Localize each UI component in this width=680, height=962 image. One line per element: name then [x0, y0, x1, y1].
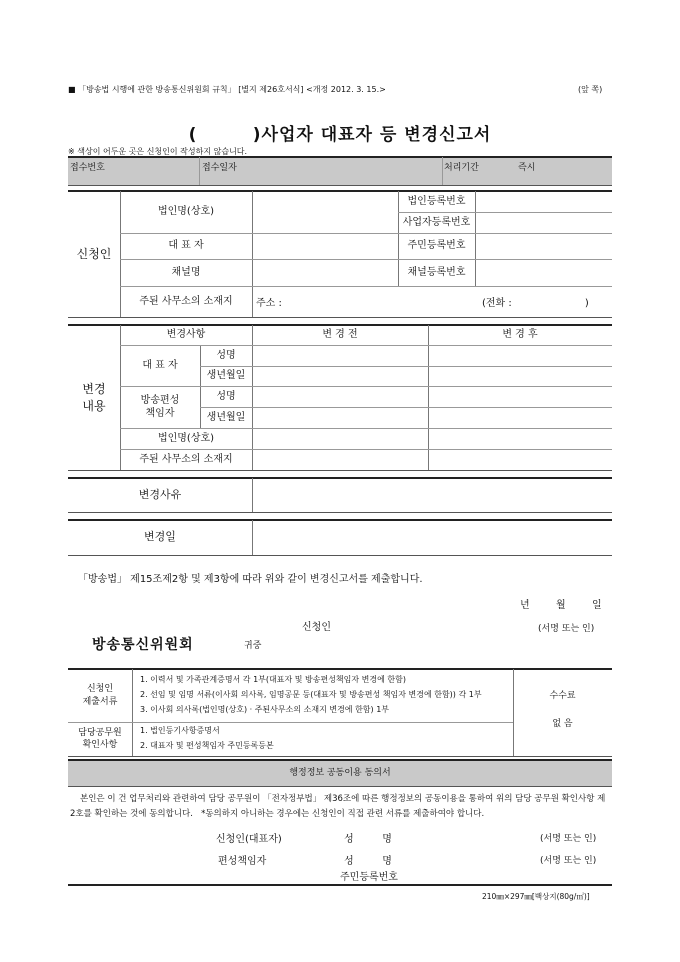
- submit-docs-label: 신청인 제출서류: [82, 684, 118, 707]
- processing-period-value: 즉시: [518, 163, 536, 173]
- submit-doc-item-3: 3. 이사회 의사록(법인명(상호) · 주된사무소의 소재지 변경에 한함) 1부: [140, 705, 390, 714]
- applicant-section-label: 신청인: [76, 246, 112, 261]
- consent-resident-number-label: 주민등록번호: [340, 872, 398, 883]
- fee-value: 없 음: [552, 718, 573, 729]
- change-section-label: 변경 내용: [82, 382, 106, 413]
- before-change-header: 변 경 전: [322, 329, 358, 341]
- biz-reg-number-label: 사업자등록번호: [402, 216, 471, 228]
- change-date-label: 변경일: [144, 530, 176, 544]
- resident-number-input[interactable]: [476, 234, 611, 258]
- officer-check-item-1: 1. 법인등기사항증명서: [140, 726, 220, 735]
- editor-birth-label: 생년월일: [206, 411, 246, 423]
- editor-name-before-input[interactable]: [253, 387, 427, 406]
- office-before-input[interactable]: [253, 450, 427, 469]
- biz-reg-number-input[interactable]: [476, 213, 611, 232]
- officer-check-item-2: 2. 대표자 및 편성책임자 주민등록등본: [140, 741, 274, 750]
- editor-name-label: 성명: [216, 390, 236, 402]
- officer-check-label: 담당공무원 확인사항: [78, 727, 122, 750]
- address-input[interactable]: [290, 288, 470, 315]
- rep-name-label: 성명: [216, 349, 236, 361]
- consent-editor-sign-note: (서명 또는 인): [540, 856, 597, 866]
- channel-reg-number-input[interactable]: [476, 260, 611, 285]
- representative-input[interactable]: [253, 234, 397, 258]
- editor-birth-before-input[interactable]: [253, 408, 427, 427]
- month-label: 월: [556, 600, 566, 611]
- submit-doc-item-1: 1. 이력서 및 가족관계증명서 각 1부(대표자 및 방송편성책임자 변경에 한함): [140, 675, 406, 684]
- consent-text: 본인은 이 건 업무처리와 관련하여 담당 공무원이 「전자정부법」 제36조에 따른 행정정보의 공동이용을 통하여 위의 담당 공무원 확인사항 제2호를 확인하는 것에 동의합니다. *동의하지 아니하는 경우에는 신청인이 직접 관련 서류를 제출하여야 합니다.: [70, 794, 606, 819]
- page-side-label: (앞 쪽): [578, 85, 603, 94]
- company-name-input[interactable]: [253, 192, 397, 232]
- company-before-input[interactable]: [253, 429, 427, 448]
- editor-birth-after-input[interactable]: [429, 408, 611, 427]
- channel-name-input[interactable]: [253, 260, 397, 285]
- rep-name-before-input[interactable]: [253, 346, 427, 365]
- corp-reg-number-label: 법인등록번호: [407, 195, 466, 207]
- receipt-number-label: 접수번호: [70, 163, 105, 173]
- consent-editor-name-label: 성 명: [344, 856, 392, 867]
- paper-spec-footer: 210㎜×297㎜[백상지(80g/㎡)]: [482, 892, 590, 901]
- representative-label: 대 표 자: [168, 240, 204, 252]
- recipient-name: 방송통신위원회: [92, 637, 194, 653]
- phone-label: (전화 : ): [482, 298, 589, 309]
- declaration-text: 「방송법」 제15조제2항 및 제3항에 따라 위와 같이 변경신고서를 제출합니다.: [78, 574, 423, 585]
- company-name-label: 법인명(상호): [157, 206, 215, 218]
- editor-label: 방송편성 책임자: [140, 394, 180, 419]
- receipt-date-label: 접수일자: [202, 163, 237, 173]
- change-rep-label: 대 표 자: [142, 359, 178, 371]
- consent-header: 행정정보 공동이용 동의서: [289, 767, 391, 778]
- consent-editor-label: 편성책임자: [218, 856, 267, 867]
- rep-name-after-input[interactable]: [429, 346, 611, 365]
- rep-birth-before-input[interactable]: [253, 367, 427, 385]
- main-office-label: 주된 사무소의 소재지: [139, 295, 233, 307]
- change-item-header: 변경사항: [166, 329, 206, 341]
- submit-doc-item-2: 2. 선임 및 임명 서류(이사회 의사록, 임명공문 등(대표자 및 방송편성 책임자 변경에 한함)) 각 1부: [140, 690, 482, 699]
- honorific: 귀중: [244, 641, 262, 651]
- office-after-input[interactable]: [429, 450, 611, 469]
- year-label: 년: [520, 600, 530, 611]
- consent-applicant-sign-note: (서명 또는 인): [540, 834, 597, 844]
- channel-name-label: 채널명: [171, 266, 201, 278]
- processing-period-label: 처리기간: [444, 163, 479, 173]
- corp-reg-number-input[interactable]: [476, 192, 611, 211]
- change-reason-input[interactable]: [253, 479, 611, 511]
- form-citation: ■ 「방송법 시행에 관한 방송통신위원회 규칙」 [별지 제26호서식] <개정 2012. 3. 15.>: [68, 85, 386, 94]
- fee-label: 수수료: [549, 690, 576, 701]
- company-after-input[interactable]: [429, 429, 611, 448]
- day-label: 일: [592, 600, 602, 611]
- address-label: 주소 :: [256, 298, 282, 309]
- form-title: ( )사업자 대표자 등 변경신고서: [188, 125, 492, 145]
- change-company-label: 법인명(상호): [157, 432, 215, 444]
- change-reason-label: 변경사유: [138, 487, 182, 501]
- signer-label: 신청인: [302, 622, 331, 633]
- change-date-input[interactable]: [253, 521, 611, 554]
- consent-applicant-name-label: 성 명: [344, 834, 392, 845]
- sign-note: (서명 또는 인): [538, 624, 595, 634]
- after-change-header: 변 경 후: [502, 329, 538, 341]
- shaded-note: ※ 색상이 어두운 곳은 신청인이 작성하지 않습니다.: [68, 147, 248, 156]
- editor-name-after-input[interactable]: [429, 387, 611, 406]
- rep-birth-after-input[interactable]: [429, 367, 611, 385]
- change-office-label: 주된 사무소의 소재지: [139, 453, 233, 465]
- resident-number-label: 주민등록번호: [407, 240, 466, 252]
- rep-birth-label: 생년월일: [206, 370, 246, 382]
- consent-applicant-label: 신청인(대표자): [216, 834, 282, 845]
- channel-reg-number-label: 채널등록번호: [407, 266, 466, 278]
